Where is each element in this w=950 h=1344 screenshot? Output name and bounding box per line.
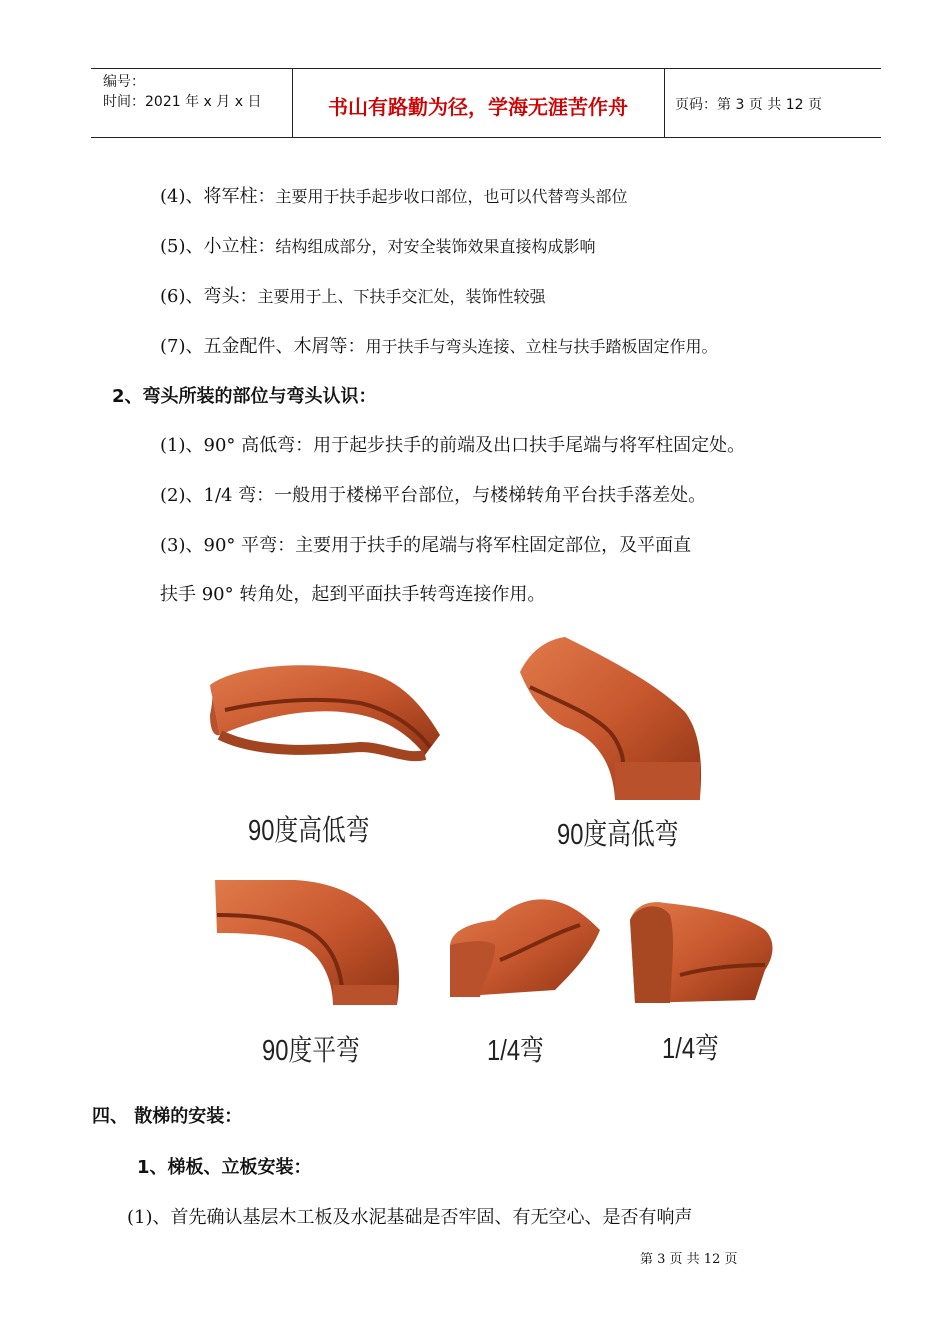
sub-heading: 1、梯板、立板安装：: [137, 1157, 312, 1178]
header-info-cell: [91, 69, 293, 137]
header-page-cell: [665, 69, 881, 137]
item-label: (5)、小立柱：: [160, 236, 276, 257]
page-header: [91, 68, 881, 138]
item-label: (7)、五金配件、木屑等：: [160, 336, 366, 357]
figure-caption: 1/4弯: [487, 1035, 544, 1067]
list-item: [160, 232, 596, 258]
paragraph-line: (2)、1/4 弯：一般用于楼梯平台部位，与楼梯转角平台扶手落差处。: [160, 485, 707, 506]
elbow-90-flat-image: [205, 875, 405, 1015]
item-desc: 主要用于上、下扶手交汇处，装饰性较强: [257, 287, 546, 306]
list-item: [160, 332, 718, 358]
quarter-elbow-image-1: [440, 885, 610, 1015]
figure-caption: 90度平弯: [262, 1035, 360, 1067]
item-desc: 结构组成部分，对安全装饰效果直接构成影响: [275, 237, 596, 256]
section-heading: 四、 散梯的安装：: [92, 1106, 243, 1127]
item-label: (4)、将军柱：: [160, 186, 276, 207]
paragraph-line: (1)、90° 高低弯：用于起步扶手的前端及出口扶手尾端与将军柱固定处。: [160, 435, 746, 456]
paragraph-line: (3)、90° 平弯：主要用于扶手的尾端与将军柱固定部位，及平面直: [160, 535, 692, 556]
number-label: 编号：: [103, 74, 145, 90]
section-heading: 2、弯头所装的部位与弯头认识：: [112, 386, 377, 407]
paragraph-line: 扶手 90° 转角处，起到平面扶手转弯连接作用。: [160, 584, 546, 605]
paragraph-line: (1)、首先确认基层木工板及水泥基础是否牢固、有无空心、是否有响声: [127, 1207, 693, 1228]
page-footer: 第 3 页 共 12 页: [640, 1252, 738, 1267]
item-label: (6)、弯头：: [160, 286, 258, 307]
list-item: [160, 182, 628, 208]
header-motto-cell: [292, 69, 665, 137]
motto: 书山有路勤为径，学海无涯苦作舟: [328, 95, 628, 119]
item-desc: 主要用于扶手起步收口部位，也可以代替弯头部位: [275, 187, 628, 206]
figure-caption: 1/4弯: [662, 1033, 719, 1065]
elbow-90-high-low-image-2: [505, 632, 705, 807]
figure-caption: 90度高低弯: [557, 819, 679, 851]
elbow-90-high-low-image-1: [200, 655, 450, 785]
list-item: [160, 282, 546, 308]
figure-caption: 90度高低弯: [248, 815, 370, 847]
page-code: 页码：第 3 页 共 12 页: [675, 97, 822, 113]
time-label: 时间：2021 年 x 月 x 日: [103, 94, 262, 110]
item-desc: 用于扶手与弯头连接、立柱与扶手踏板固定作用。: [365, 337, 718, 356]
quarter-elbow-image-2: [625, 895, 780, 1015]
